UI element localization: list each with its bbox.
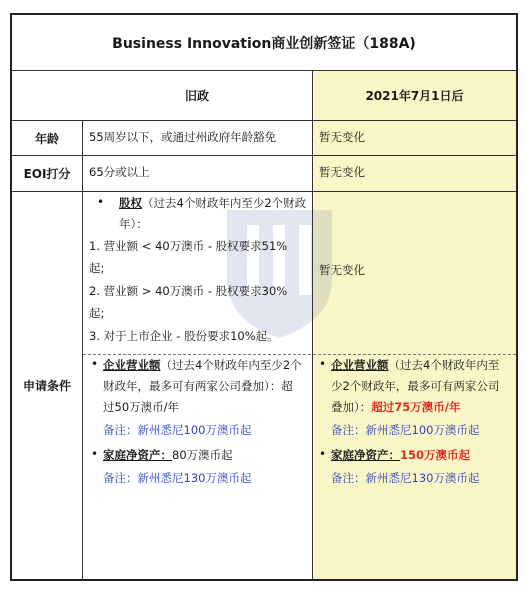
row-label-conditions: 申请条件 [22,379,71,393]
equity-item-2-cont: 起; [89,306,105,320]
equity-new-value: 暂无变化 [319,263,365,277]
comparison-table [10,13,518,581]
turnover-new-amount: 超过75万澳币/年 [371,400,461,414]
row-label-eoi: EOI打分 [23,167,71,181]
row-label-age: 年龄 [34,131,59,146]
equity-desc-cont: 年）： [119,217,148,231]
table-title: Business Innovation商业创新签证（188A) [112,35,416,52]
assets-new-amount: 150万澳币起 [400,448,471,462]
age-new-value: 暂无变化 [319,130,365,144]
bullet-icon: • [319,357,327,371]
turnover-old-title: 企业营业额 [103,358,161,372]
assets-new-block [313,445,516,495]
eoi-new-value: 暂无变化 [319,165,365,179]
assets-old-note: 备注：新州悉尼130万澳币起 [103,471,252,485]
bullet-icon: • [319,447,327,461]
turnover-old-block: • 企业营业额（过去4个财政年内至少2个 财政年，最多可有两家公司叠加）：超 过50万澳币/年 备注：新州悉尼100万澳币起 [83,355,312,445]
turnover-new-note: 备注：新州悉尼100万澳币起 [331,423,480,437]
bullet-icon: • [91,447,99,461]
header-new-policy: 2021年7月1日后 [365,89,464,103]
header-old-policy: 旧政 [184,89,209,103]
turnover-new-title: 企业营业额 [331,358,389,372]
assets-new-note: 备注：新州悉尼130万澳币起 [331,471,480,485]
equity-desc: （过去4个财政年内至少2个财政 [142,196,307,210]
assets-old-block [83,445,312,495]
assets-old-title: 家庭净资产： [103,448,172,462]
equity-item-3: 3. 对于上市企业 - 股份要求10%起。 [89,329,279,343]
equity-item-1: 1. 营业额 < 40万澳币 - 股权要求51% [89,239,288,253]
assets-new-title: 家庭净资产： [331,448,400,462]
equity-item-1-cont: 起; [89,261,105,275]
equity-block [83,193,312,353]
bullet-icon: • [97,195,105,209]
equity-title: 股权 [119,196,142,210]
turnover-old-note: 备注：新州悉尼100万澳币起 [103,423,252,437]
age-old-value: 55周岁以下，或通过州政府年龄豁免 [89,130,277,144]
assets-old-value: 80万澳币起 [172,448,233,462]
equity-item-2: 2. 营业额 > 40万澳币 - 股权要求30% [89,284,288,298]
turnover-new-block: • 企业营业额（过去4个财政年内至 少2个财政年，最多可有两家公司 叠加）：超过75万澳币/年 备注：新州悉尼100万澳币起 [313,355,516,445]
bullet-icon: • [91,357,99,371]
eoi-old-value: 65分或以上 [89,165,150,179]
